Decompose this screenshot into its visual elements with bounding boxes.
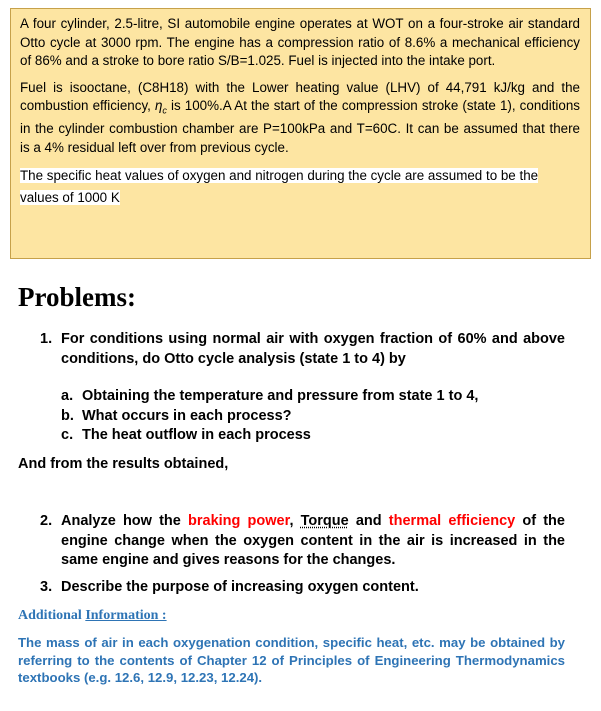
additional-info-text: The mass of air in each oxygenation condition, specific heat, etc. may be obtained by referring to the contents of Chapter 12 of Principles of Engineering Thermodynamics textbooks (e.g. 12.6, 12.9, 12.23, 12.24). (18, 635, 565, 685)
problem-item-3 (40, 578, 565, 598)
problem-item-1-number: 1. (40, 331, 53, 347)
torque-term: Torque (300, 513, 349, 529)
highlighted-note (20, 165, 580, 209)
problem-item-3-number: 3. (40, 579, 53, 595)
problems-heading: Problems: (18, 282, 136, 312)
results-line: And from the results obtained, (18, 456, 229, 472)
sub-item-c: c. The heat outflow in each process (61, 427, 311, 443)
eta-symbol: $\eta_c$ (154, 98, 167, 116)
highlighted-note-line-2: values of 1000 K (20, 190, 120, 206)
problem-item-1 (40, 330, 565, 369)
problem-statement-box (10, 8, 591, 259)
intro-paragraph-2-start: Fuel is isooctane, (C8H18) with the Lower heating value (LHV) of 44,791 kJ/kg and the combustion efficiency, (20, 79, 580, 113)
problem-item-2-number: 2. (40, 513, 53, 529)
intro-paragraph-2-end: is 100%.A At the start of the compression stroke (state 1), conditions in the cylinder combustion chamber are P=100kPa and T=60C. It can be assumed that there is a 4% residual left over from previous cycle. (20, 98, 580, 155)
braking-power-term: braking power (188, 513, 290, 529)
problem-item-2 (40, 512, 565, 571)
problem-item-3-text: Describe the purpose of increasing oxygen content. (61, 579, 419, 595)
sub-item-a: a. Obtaining the temperature and pressure from state 1 to 4, (61, 388, 479, 404)
intro-paragraph-2 (20, 79, 580, 158)
highlighted-note-line-1: The specific heat values of oxygen and nitrogen during the cycle are assumed to be the (20, 168, 539, 184)
additional-info-link[interactable]: Information : (85, 608, 167, 623)
problem-item-2-text: Analyze how the braking power, Torque and thermal efficiency of the engine change when the oxygen content in the air is increased in the same engine and gives reasons for the changes. (61, 513, 565, 568)
additional-info-heading: Additional Information : (18, 608, 167, 623)
sub-item-list (61, 387, 561, 446)
thermal-efficiency-term: thermal efficiency (388, 513, 516, 529)
intro-paragraph-1: A four cylinder, 2.5-litre, SI automobile engine operates at WOT on a four-stroke air standard Otto cycle at 3000 rpm. The engine has a compression ratio of 8.6% a mechanical efficiency of 86% and a stroke to bore ratio S/B=1.025. Fuel is injected into the intake port. (20, 16, 580, 68)
problem-item-1-text: For conditions using normal air with oxygen fraction of 60% and above conditions, do Otto cycle analysis (state 1 to 4) by (61, 331, 565, 367)
sub-item-b: b. What occurs in each process? (61, 407, 292, 424)
